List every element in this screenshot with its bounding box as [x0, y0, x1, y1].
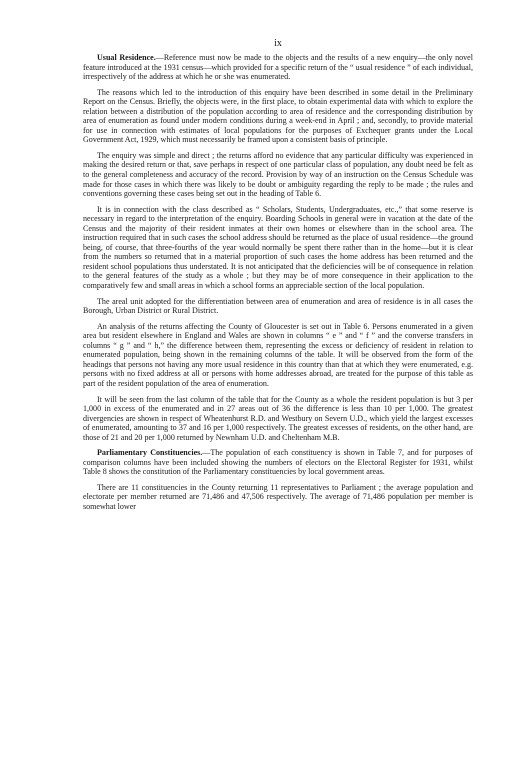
section-heading-usual-residence: Usual Residence. [97, 53, 156, 62]
paragraph-last-column: It will be seen from the last column of the table that for the County as a whole the resident population is but 3 per 1,000 in excess of the enumerated and in 27 areas out of 36 the difference is less than 10 per 1,000. The greatest divergencies are shown in respect of Wheatenhurst R.D. and Westbury on Severn U.D., which yield the largest excesses of enumerated, amounting to 37 and 16 per 1,000 respectively. The greatest excesses of residents, on the other hand, are those of 21 and 20 per 1,000 returned by Newnham U.D. and Cheltenham M.B. [83, 394, 473, 442]
paragraph-analysis-gloucester: An analysis of the returns affecting the County of Gloucester is set out in Table 6. Persons enumerated in a given area but resident elsewhere in England and Wales are shown in columns “ e ” and “ f ” and the converse transfers in columns “ g ” and “ h,” the difference between them, representing the excess or deficiency of resident in relation to enumerated population, being shown in the remaining columns of the table. It will be observed from the form of the headings that persons not having any more usual residence in this country than that at which they were enumerated, e.g. persons with no fixed address at all or persons with home addresses abroad, are treated for the purpose of this table as part of the resident population of the area of enumeration. [83, 321, 473, 388]
page-number: ix [274, 38, 282, 49]
paragraph-scholars-students: It is in connection with the class described as “ Scholars, Students, Undergraduates, etc.,” that some reserve is necessary in regard to the interpretation of the enquiry. Boarding Schools in general were in vacation at the date of the Census and the majority of their resident inmates at their own homes or elsewhere than in the school area. The instruction required that in such cases the school address should be returned as the place of usual residence—the ground being, of course, that three-fourths of the year would normally be spent there rather than in the home—but it is clear from the numbers so returned that in a material proportion of such cases the home address has been returned and the resident school populations thus understated. It is not anticipated that the deficiencies will be of consequence in relation to the general features of the study as a whole ; but they may be of more consequence in their application to the comparatively few and small areas in which a school forms an appreciable section of the local population. [83, 204, 473, 291]
paragraph-text: —The population of each constituency is shown in Table 7, and for purposes of comparison columns have been included showing the numbers of electors on the Electoral Register for 1931, whilst Table 8 shows the constitution of the Parliamentary constituencies by local government areas. [83, 448, 473, 477]
paragraph-areal-unit: The areal unit adopted for the differentiation between area of enumeration and area of residence is in all cases the Borough, Urban District or Rural District. [83, 296, 473, 316]
paragraph-text: —Reference must now be made to the objects and the results of a new enquiry—the only novel feature introduced at the 1931 census—which provided for a specific return of the “ usual residence ” of each individual, irrespectively of the address at which he or she was enumerated. [83, 53, 473, 82]
paragraph-parliamentary-intro [83, 448, 473, 477]
paragraph-usual-residence-intro [83, 53, 473, 82]
paragraph-constituencies-count: There are 11 constituencies in the County returning 11 representatives to Parliament ; the average population and electorate per member returned are 71,486 and 47,506 respectively. The average of 71,486 population per member is somewhat lower [83, 482, 473, 511]
section-heading-parliamentary-constituencies: Parliamentary Constituencies. [97, 448, 203, 458]
paragraph-reasons: The reasons which led to the introduction of this enquiry have been described in some detail in the Preliminary Report on the Census. Briefly, the objects were, in the first place, to obtain experimental data with which to explore the relation between a distribution of the population according to area of residence and the corresponding distribution by area of enumeration as found under modern conditions during a week-end in April ; and, secondly, to provide material for use in connection with estimates of local populations for the purposes of Exchequer grants under the Local Government Act, 1929, which must necessarily be framed upon a consistent basis of principle. [83, 87, 473, 145]
paragraph-enquiry-simple: The enquiry was simple and direct ; the returns afford no evidence that any particular difficulty was experienced in making the desired return or that, save perhaps in respect of one particular class of population, any doubt need be felt as to the general completeness and accuracy of the record. Provision by way of an instruction on the Census Schedule was made for those cases in which there was likely to be doubt or ambiguity regarding the reply to be made ; the rules and conventions governing these cases being set out in the heading of Table 6. [83, 150, 473, 199]
